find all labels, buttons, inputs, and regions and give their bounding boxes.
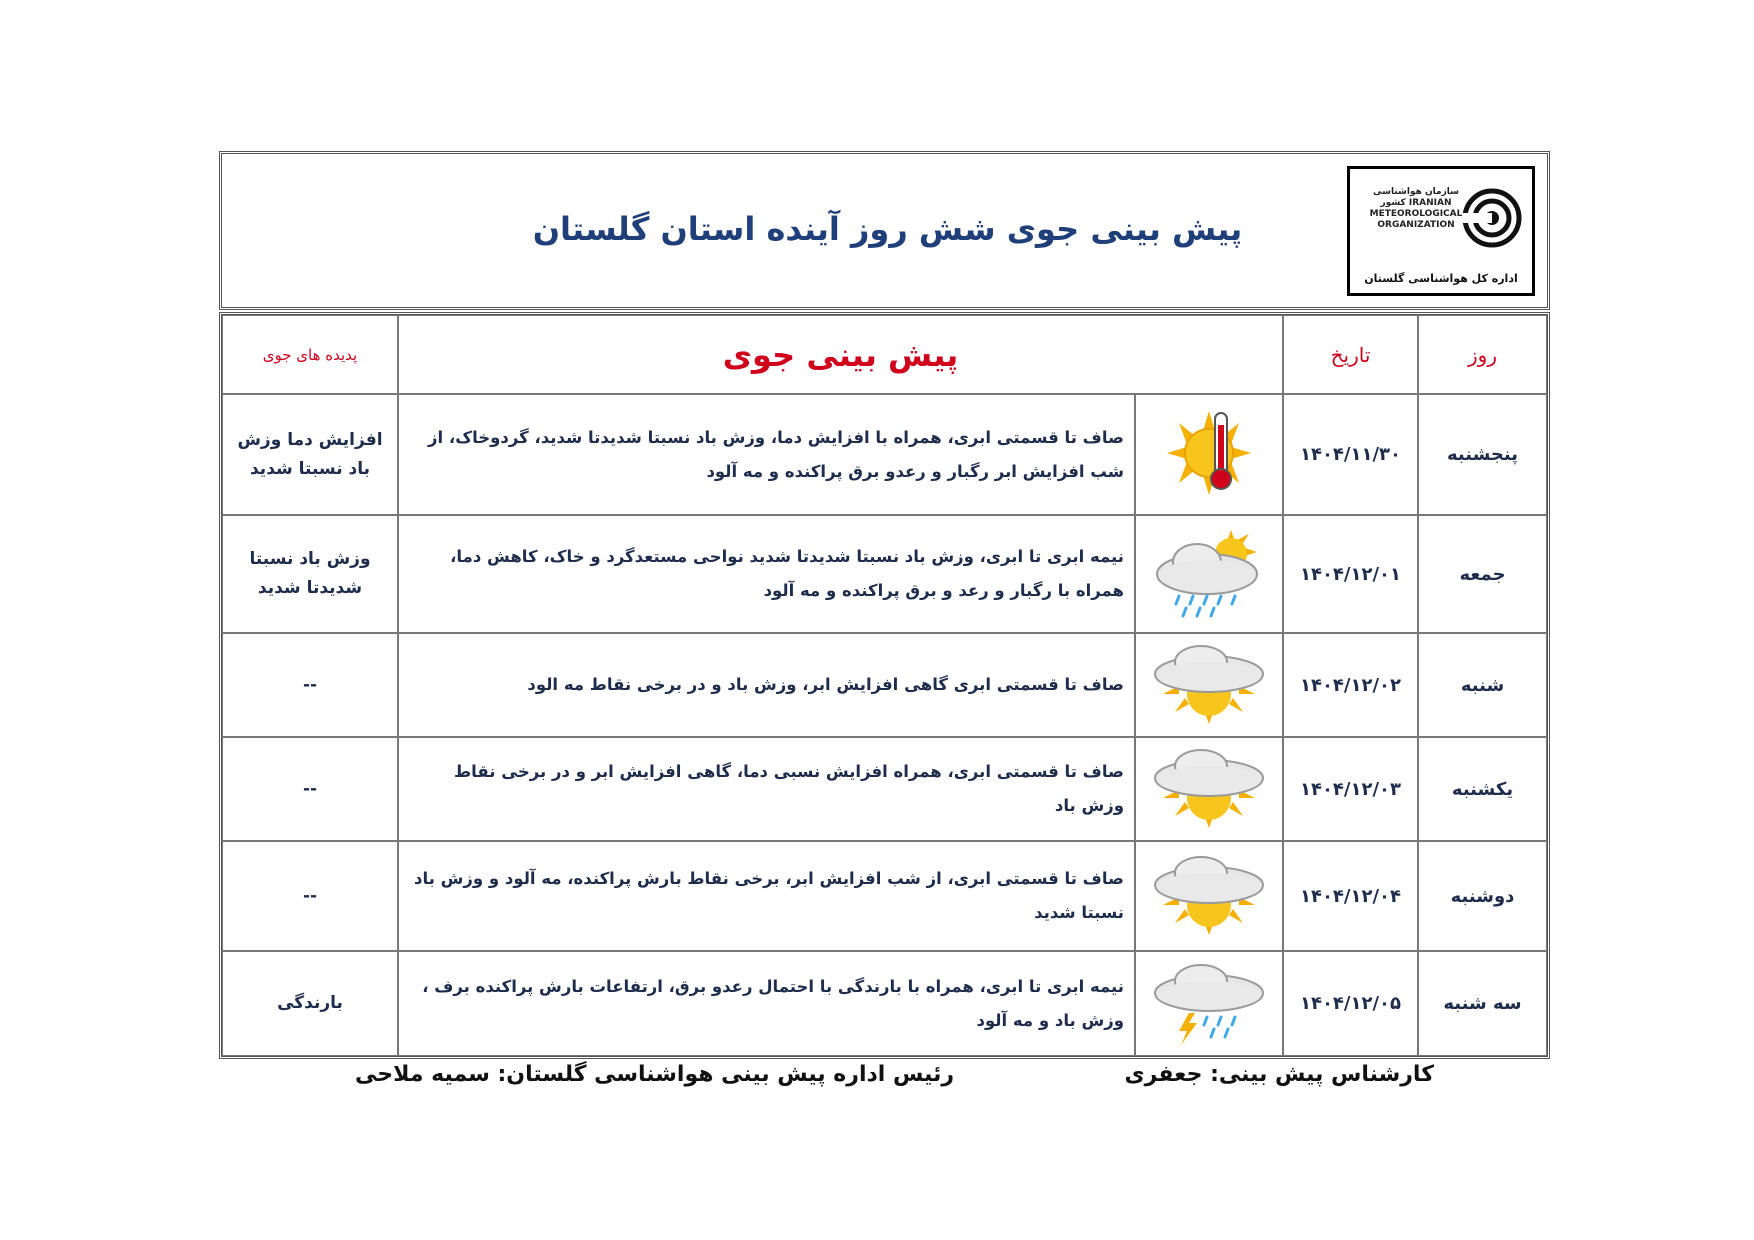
sun-thermometer-icon [1154,403,1264,503]
hazard-cell: افزایش دما وزش باد نسبتا شدید [222,394,398,515]
department-head-signature: رئیس اداره پیش بینی هواشناسی گلستان: سمیه ملاحی [355,1062,954,1087]
day-cell: پنجشنبه [1418,394,1547,515]
weather-icon-cell [1135,951,1283,1056]
date-cell: ۱۴۰۴/۱۲/۰۲ [1283,633,1418,737]
date-cell: ۱۴۰۴/۱۲/۰۱ [1283,515,1418,633]
hazard-cell: وزش باد نسبتا شدیدتا شدید [222,515,398,633]
page-title: پیش بینی جوی شش روز آینده استان گلستان [532,210,1243,248]
forecast-text: صاف تا قسمتی ابری، همراه افزایش نسبی دما، گاهی افزایش ابر و در برخی نقاط وزش باد [398,737,1135,841]
weather-icon-cell [1135,633,1283,737]
logo-caption: اداره کل هواشناسی گلستان [1364,272,1518,285]
weather-icon-cell [1135,841,1283,951]
forecast-text: صاف تا قسمتی ابری گاهی افزایش ابر، وزش باد و در برخی نقاط مه الود [398,633,1135,737]
hazard-cell: بارندگی [222,951,398,1056]
forecast-text: نیمه ابری تا ابری، وزش باد نسبتا شدیدتا شدید نواحی مستعدگرد و خاک، کاهش دما، همراه با رگبار و رعد و برق پراکنده و مه آلود [398,515,1135,633]
logo-emblem-icon [1462,183,1522,253]
weather-icon-cell [1135,394,1283,515]
table-row [222,633,1547,737]
sun-cloud-rain-icon [1149,522,1269,622]
forecast-text: صاف تا قسمتی ابری، از شب افزایش ابر، برخی نقاط بارش پراکنده، مه آلود و وزش باد نسبتا شدید [398,841,1135,951]
hazard-cell: -- [222,633,398,737]
table-row [222,737,1547,841]
cloud-sun-icon [1149,638,1269,728]
date-cell: ۱۴۰۴/۱۱/۳۰ [1283,394,1418,515]
table-row [222,394,1547,515]
table-row [222,951,1547,1056]
day-cell: جمعه [1418,515,1547,633]
cloud-sun-icon [1149,742,1269,832]
weather-icon-cell [1135,515,1283,633]
cloud-sun-icon [1149,849,1269,939]
column-header-date: تاریخ [1283,315,1418,394]
cloud-storm-icon [1149,957,1269,1047]
forecast-sheet [219,151,1550,1051]
date-cell: ۱۴۰۴/۱۲/۰۳ [1283,737,1418,841]
forecast-text: نیمه ابری تا ابری، همراه با بارندگی با احتمال رعدو برق، ارتفاعات بارش پراکنده برف ، وزش باد و مه آلود [398,951,1135,1056]
weather-icon-cell [1135,737,1283,841]
hazard-cell: -- [222,737,398,841]
forecast-text: صاف تا قسمتی ابری، همراه با افزایش دما، وزش باد نسبتا شدیدتا شدید، گردوخاک، از شب افزایش ابر رگبار و رعدو برق پراکنده و مه آلود [398,394,1135,515]
column-header-day: روز [1418,315,1547,394]
organization-logo [1347,166,1535,296]
table-row [222,841,1547,951]
day-cell: یکشنبه [1418,737,1547,841]
table-header-row [222,315,1547,394]
forecast-table [219,312,1550,1059]
table-row [222,515,1547,633]
column-header-forecast: پیش بینی جوی [398,315,1283,394]
day-cell: سه شنبه [1418,951,1547,1056]
column-header-hazards: پدیده های جوی [222,315,398,394]
day-cell: دوشنبه [1418,841,1547,951]
hazard-cell: -- [222,841,398,951]
logo-org-text: سازمان هواشناسی کشور IRANIAN METEOROLOGICAL ORGANIZATION [1369,187,1463,230]
date-cell: ۱۴۰۴/۱۲/۰۵ [1283,951,1418,1056]
forecaster-signature: کارشناس پیش بینی: جعفری [1124,1062,1434,1087]
day-cell: شنبه [1418,633,1547,737]
date-cell: ۱۴۰۴/۱۲/۰۴ [1283,841,1418,951]
header-box [219,151,1550,310]
